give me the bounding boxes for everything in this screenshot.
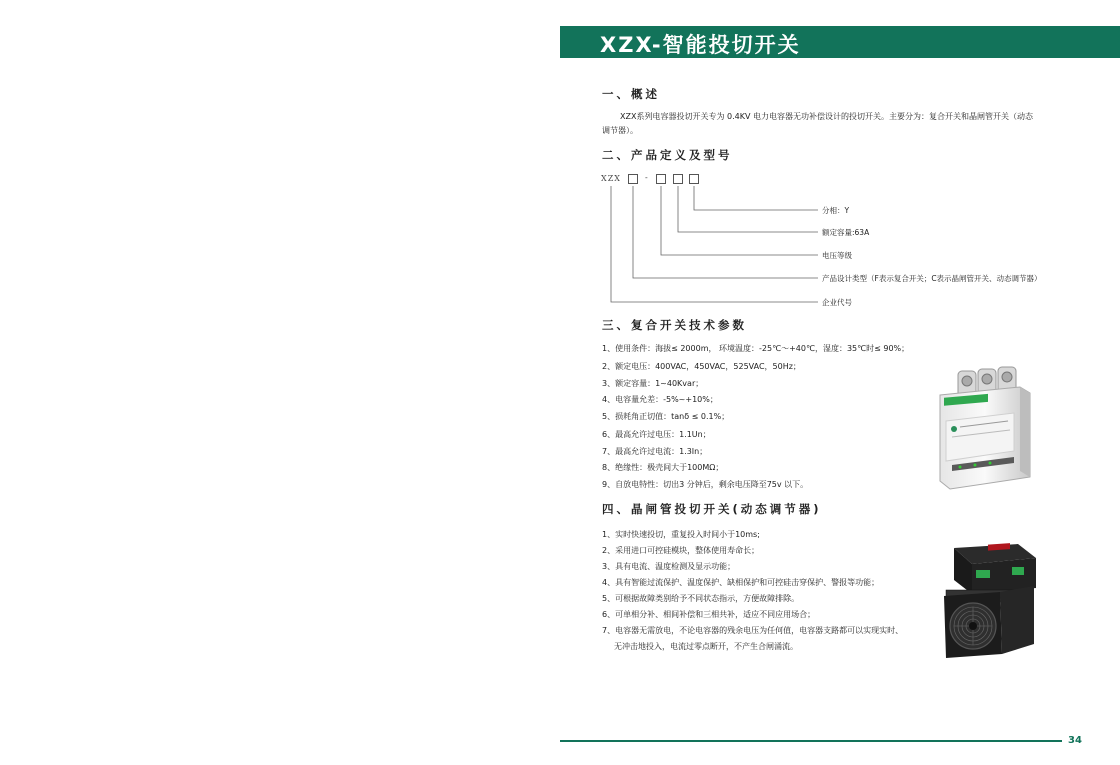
page-number: 34	[1068, 735, 1082, 746]
section-1-line-1: XZX系列电容器投切开关专为 0.4KV 电力电容器无功补偿设计的投切开关。主要分为：复合开关和晶闸管开关（动态	[620, 112, 1033, 121]
line-phase	[694, 186, 818, 210]
thyristor-switch-image	[940, 540, 1040, 658]
spec-item-9: 9、自放电特性：切出3 分钟后，剩余电压降至75v 以下。	[602, 480, 809, 489]
label-voltage-level: 电压等级	[822, 251, 852, 260]
page-title: XZX-智能投切开关	[600, 33, 801, 57]
spec-item-7: 7、最高允许过电流：1.3In；	[602, 447, 708, 456]
spec-item-3: 3、额定容量：1~40Kvar；	[602, 379, 704, 388]
spec-item-5: 5、损耗角正切值：tanδ ≤ 0.1%；	[602, 412, 730, 421]
feature-item-7-continued: 无冲击地投入，电流过零点断开，不产生合闸涌流。	[614, 642, 798, 651]
model-code-prefix: XZX	[601, 174, 621, 183]
section-3-heading: 三、复合开关技术参数	[602, 318, 747, 332]
spec-item-6: 6、最高允许过电压：1.1Un；	[602, 430, 711, 439]
spec-item-8: 8、绝缘性：极壳间大于100MΩ；	[602, 463, 724, 472]
feature-item-4: 4、具有智能过流保护、温度保护、缺相保护和可控硅击穿保护、警报等功能；	[602, 578, 880, 587]
feature-item-7: 7、电容器无需放电，不论电容器的残余电压为任何值，电容器支路都可以实现实时、	[602, 626, 904, 635]
line-voltage	[661, 186, 818, 255]
section-2-heading: 二、产品定义及型号	[602, 148, 733, 162]
spec-item-1: 1、使用条件：海拔≤ 2000m， 环境温度：-25℃～+40℃，湿度：35℃时≤ 90%；	[602, 344, 910, 353]
section-1-heading: 一、概述	[602, 87, 660, 101]
line-capacity	[678, 186, 818, 232]
feature-item-5: 5、可根据故障类别给予不同状态指示，方便故障排除。	[602, 594, 800, 603]
footer-rule	[560, 740, 1062, 742]
label-phase: 分相：Y	[822, 206, 850, 215]
feature-item-6: 6、可单相分补、相间补偿和三相共补，适应不同应用场合；	[602, 610, 816, 619]
section-4-heading: 四、晶闸管投切开关(动态调节器)	[602, 502, 822, 516]
feature-item-2: 2、采用进口可控硅模块，整体使用寿命长；	[602, 546, 760, 555]
composite-switch-image	[930, 365, 1040, 495]
spec-item-4: 4、电容量允差：-5%~+10%；	[602, 395, 718, 404]
label-design-type: 产品设计类型（F表示复合开关；C表示晶闸管开关、动态调节器）	[822, 274, 1042, 283]
section-1-line-2: 调节器）。	[602, 126, 638, 135]
model-code-dash: -	[645, 173, 649, 182]
spec-item-2: 2、额定电压：400VAC，450VAC，525VAC，50Hz；	[602, 362, 801, 371]
feature-item-1: 1、实时快速投切，重复投入时间小于10ms;	[602, 530, 760, 539]
line-company	[611, 186, 818, 302]
label-company-code: 企业代号	[822, 298, 852, 307]
label-rated-capacity: 额定容量:63A	[822, 228, 870, 237]
feature-item-3: 3、具有电流、温度检测及显示功能；	[602, 562, 736, 571]
